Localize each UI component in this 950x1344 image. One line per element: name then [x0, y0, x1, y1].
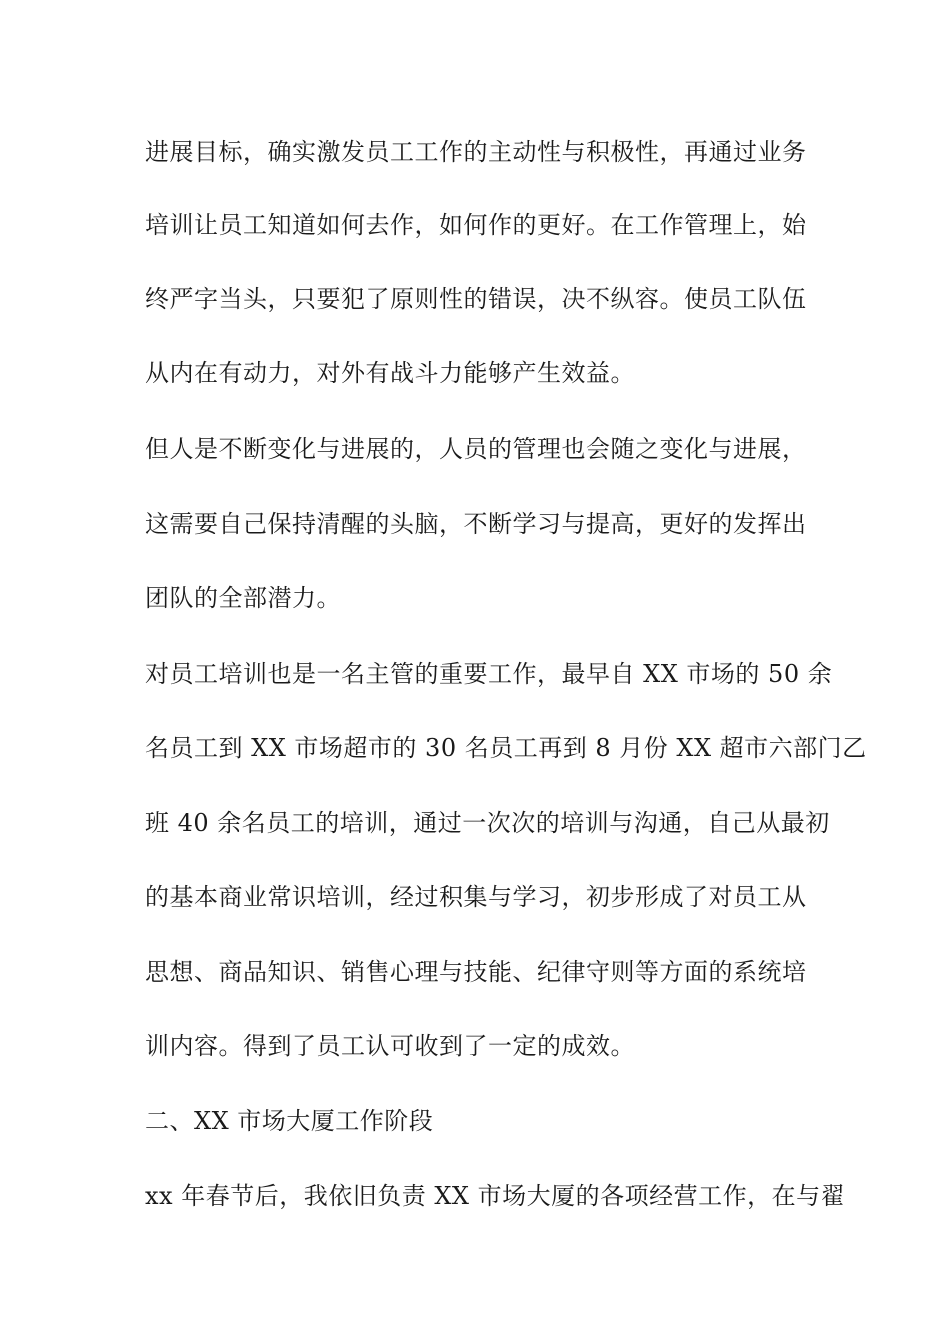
text-line: 团队的全部潜力。 [145, 584, 341, 612]
text-line: 思想、商品知识、销售心理与技能、纪律守则等方面的系统培 [145, 958, 807, 986]
text-line: 这需要自己保持清醒的头脑，不断学习与提高，更好的发挥出 [145, 510, 807, 538]
text-line: 班 40 余名员工的培训，通过一次次的培训与沟通，自己从最初 [145, 809, 830, 837]
text-line: 训内容。得到了员工认可收到了一定的成效。 [145, 1032, 635, 1060]
text-line: 终严字当头，只要犯了原则性的错误，决不纵容。使员工队伍 [145, 285, 807, 313]
text-line: 进展目标，确实激发员工工作的主动性与积极性，再通过业务 [145, 138, 807, 166]
text-line: xx 年春节后，我依旧负责 XX 市场大厦的各项经营工作，在与翟 [145, 1182, 846, 1210]
text-line: 的基本商业常识培训，经过积集与学习，初步形成了对员工从 [145, 883, 807, 911]
text-line: 但人是不断变化与进展的，人员的管理也会随之变化与进展， [145, 435, 807, 463]
text-line: 从内在有动力，对外有战斗力能够产生效益。 [145, 359, 635, 387]
text-line: 对员工培训也是一名主管的重要工作，最早自 XX 市场的 50 余 [145, 660, 833, 688]
section-heading: 二、XX 市场大厦工作阶段 [145, 1107, 434, 1135]
text-line: 培训让员工知道如何去作，如何作的更好。在工作管理上，始 [145, 211, 807, 239]
text-line: 名员工到 XX 市场超市的 30 名员工再到 8 月份 XX 超市六部门乙 [145, 734, 867, 762]
